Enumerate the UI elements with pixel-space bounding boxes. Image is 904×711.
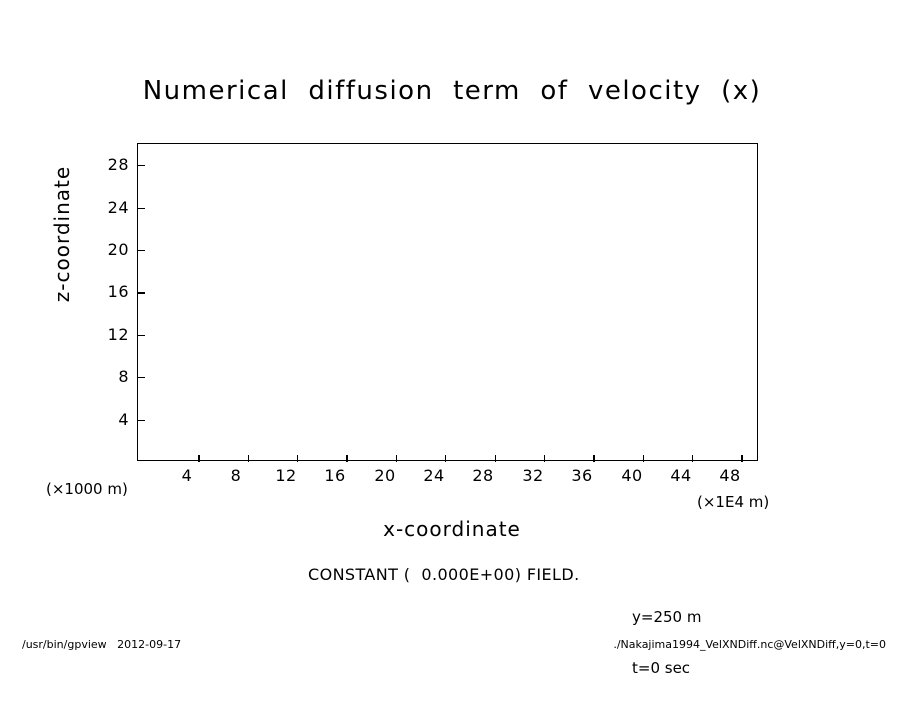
y-tick <box>138 377 145 378</box>
x-unit-label: (×1E4 m) <box>697 493 770 511</box>
y-tick <box>138 292 145 293</box>
y-tick-label: 24 <box>107 197 129 217</box>
x-axis-label: x-coordinate <box>383 517 521 541</box>
x-tick <box>445 455 446 462</box>
x-tick-label: 12 <box>275 466 297 485</box>
y-value-annotation: y=250 m <box>632 608 702 626</box>
x-tick <box>346 455 347 462</box>
y-tick <box>138 420 145 421</box>
x-tick <box>396 455 397 462</box>
x-tick-label: 16 <box>324 466 346 485</box>
x-tick <box>495 455 496 462</box>
y-unit-label: (×1000 m) <box>46 480 128 498</box>
x-tick-label: 4 <box>181 466 193 485</box>
x-tick <box>198 455 199 462</box>
plot-area <box>137 143 758 461</box>
y-tick-label: 16 <box>107 282 129 302</box>
x-tick-label: 8 <box>230 466 242 485</box>
x-tick-label: 40 <box>621 466 643 485</box>
footer-left-text: /usr/bin/gpview 2012-09-17 <box>22 638 182 651</box>
y-tick <box>138 165 145 166</box>
t-value-annotation: t=0 sec <box>632 659 691 677</box>
x-tick-label: 32 <box>522 466 544 485</box>
x-tick <box>741 455 742 462</box>
page-title: Numerical diffusion term of velocity (x) <box>142 76 762 106</box>
x-tick-label: 28 <box>472 466 494 485</box>
x-tick <box>248 455 249 462</box>
x-tick-label: 24 <box>423 466 445 485</box>
x-tick <box>544 455 545 462</box>
y-tick-label: 4 <box>118 409 129 429</box>
y-axis-label: z-coordinate <box>50 165 74 303</box>
x-tick <box>593 455 594 462</box>
x-tick-label: 36 <box>571 466 593 485</box>
y-tick-label: 12 <box>107 324 129 344</box>
y-tick <box>138 208 145 209</box>
y-tick-label: 28 <box>107 155 129 175</box>
y-tick <box>138 335 145 336</box>
x-tick <box>297 455 298 462</box>
x-tick <box>643 455 644 462</box>
y-tick <box>138 250 145 251</box>
y-tick-label: 8 <box>118 367 129 387</box>
y-tick-label: 20 <box>107 240 129 259</box>
x-tick <box>692 455 693 462</box>
constant-field-note: CONSTANT ( 0.000E+00) FIELD. <box>308 565 580 584</box>
footer-right-text: ./Nakajima1994_VelXNDiff.nc@VelXNDiff,y=0,t=0 <box>613 638 886 651</box>
x-tick-label: 20 <box>374 466 396 485</box>
x-tick-label: 48 <box>719 466 741 485</box>
x-tick-label: 44 <box>670 466 692 485</box>
